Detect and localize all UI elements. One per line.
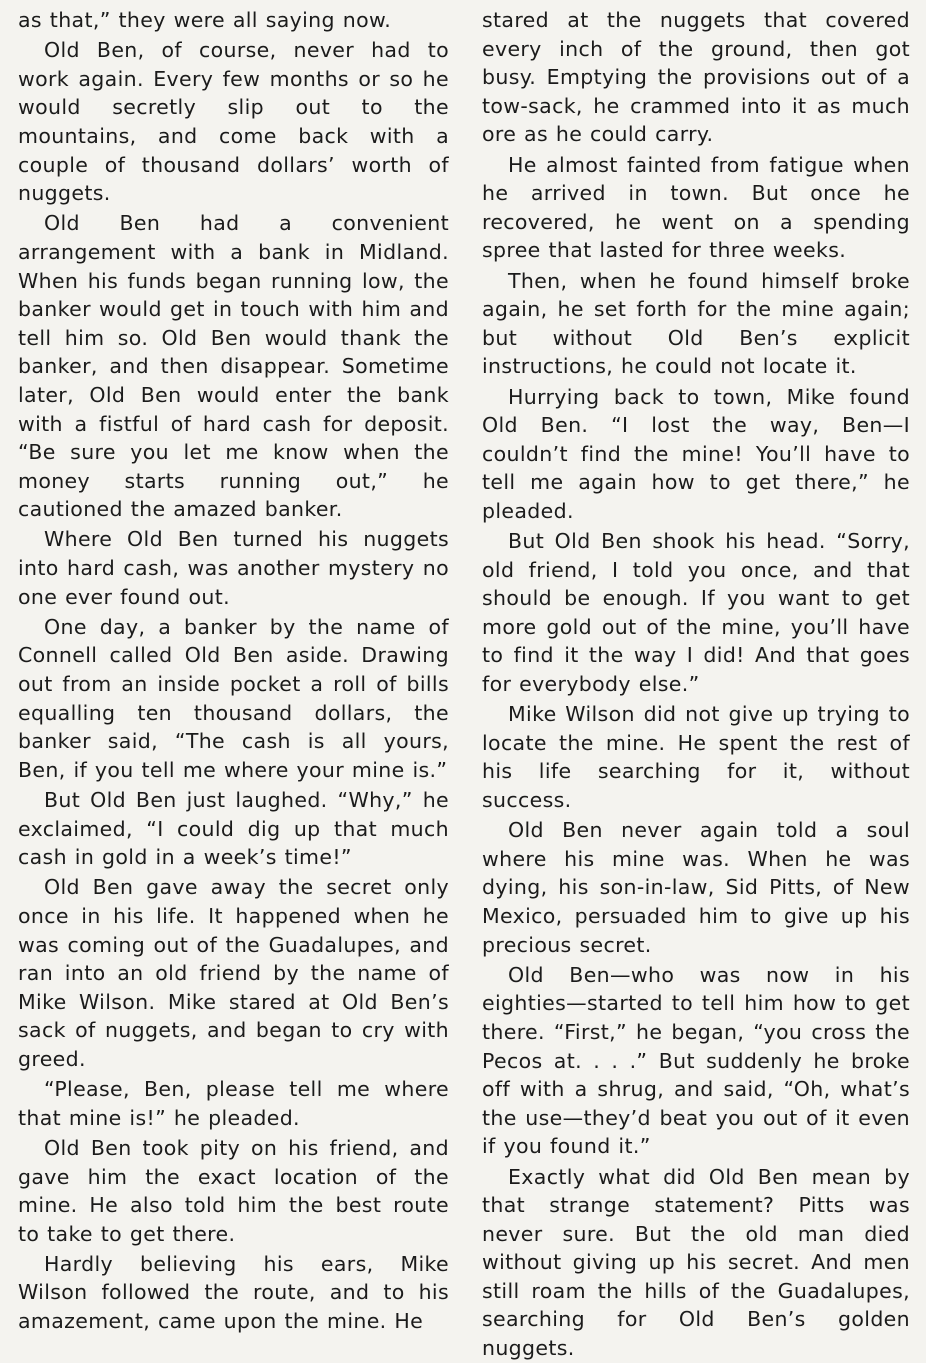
paragraph: One day, a banker by the name of Connell called Old Ben aside. Drawing out from an inside pocket a roll of bills equalling ten thousand dollars, the banker said, “The cash is all yours, Ben, if you tell me where your mine is.” [18, 614, 449, 782]
paragraph: Old Ben had a convenient arrangement with a bank in Midland. When his funds began running low, the banker would get in touch with him and tell him so. Old Ben would thank the banker, and then disappear. Sometime later, Old Ben would enter the bank with a fistful of hard cash for deposit. “Be sure you let me know when the money starts running out,” he cautioned the amazed banker. [18, 211, 449, 522]
paragraph: But Old Ben just laughed. “Why,” he exclaimed, “I could dig up that much cash in gold in a week’s time!” [18, 788, 449, 870]
paragraph: Old Ben never again told a soul where his mine was. When he was dying, his son-in-law, Sid Pitts, of New Mexico, persuaded him to give up his precious secret. [482, 818, 910, 957]
paragraph: Old Ben—who was now in his eighties—started to tell him how to get there. “First,” he began, “you cross the Pecos at. . . .” But suddenly he broke off with a shrug, and said, “Oh, what’s the use—they’d beat you out of it even if you found it.” [482, 962, 910, 1159]
paragraph: “Please, Ben, please tell me where that mine is!” he pleaded. [18, 1077, 449, 1130]
paragraph: But Old Ben shook his head. “Sorry, old friend, I told you once, and that should be enough. If you want to get more gold out of the mine, you’ll have to find it the way I did! And that goes for everybody else.” [482, 529, 910, 697]
paragraph: Then, when he found himself broke again, he set forth for the mine again; but without Old Ben’s explicit instructions, he could not locate it. [482, 268, 910, 379]
paragraph: Where Old Ben turned his nuggets into hard cash, was another mystery no one ever found out. [18, 527, 449, 609]
paragraph: as that,” they were all saying now. [18, 8, 392, 32]
paragraph: Hurrying back to town, Mike found Old Ben. “I lost the way, Ben—I couldn’t find the mine! You’ll have to tell me again how to get there,” he pleaded. [482, 384, 910, 523]
right-column [482, 6, 910, 1361]
paragraph: stared at the nuggets that covered every inch of the ground, then got busy. Emptying the provisions out of a tow-sack, he crammed into it as much ore as he could carry. [482, 8, 910, 147]
paragraph: Old Ben gave away the secret only once in his life. It happened when he was coming out of the Guadalupes, and ran into an old friend by the name of Mike Wilson. Mike stared at Old Ben’s sack of nuggets, and began to cry with greed. [18, 875, 449, 1071]
paragraph: Mike Wilson did not give up trying to locate the mine. He spent the rest of his life searching for it, without success. [482, 702, 910, 812]
paragraph: Hardly believing his ears, Mike Wilson followed the route, and to his amazement, came upon the mine. He [18, 1251, 449, 1334]
paragraph: Exactly what did Old Ben mean by that strange statement? Pitts was never sure. But the old man died without giving up his secret. And men still roam the hills of the Guadalupes, searching for Old Ben’s golden nuggets. [482, 1164, 910, 1361]
paragraph: He almost fainted from fatigue when he arrived in town. But once he recovered, he went on a spending spree that lasted for three weeks. [482, 152, 910, 263]
paragraph: Old Ben, of course, never had to work again. Every few months or so he would secretly slip out to the mountains, and come back with a couple of thousand dollars’ worth of nuggets. [18, 38, 449, 206]
paragraph: Old Ben took pity on his friend, and gave him the exact location of the mine. He also told him the best route to take to get there. [18, 1135, 449, 1246]
left-column [18, 6, 449, 1334]
